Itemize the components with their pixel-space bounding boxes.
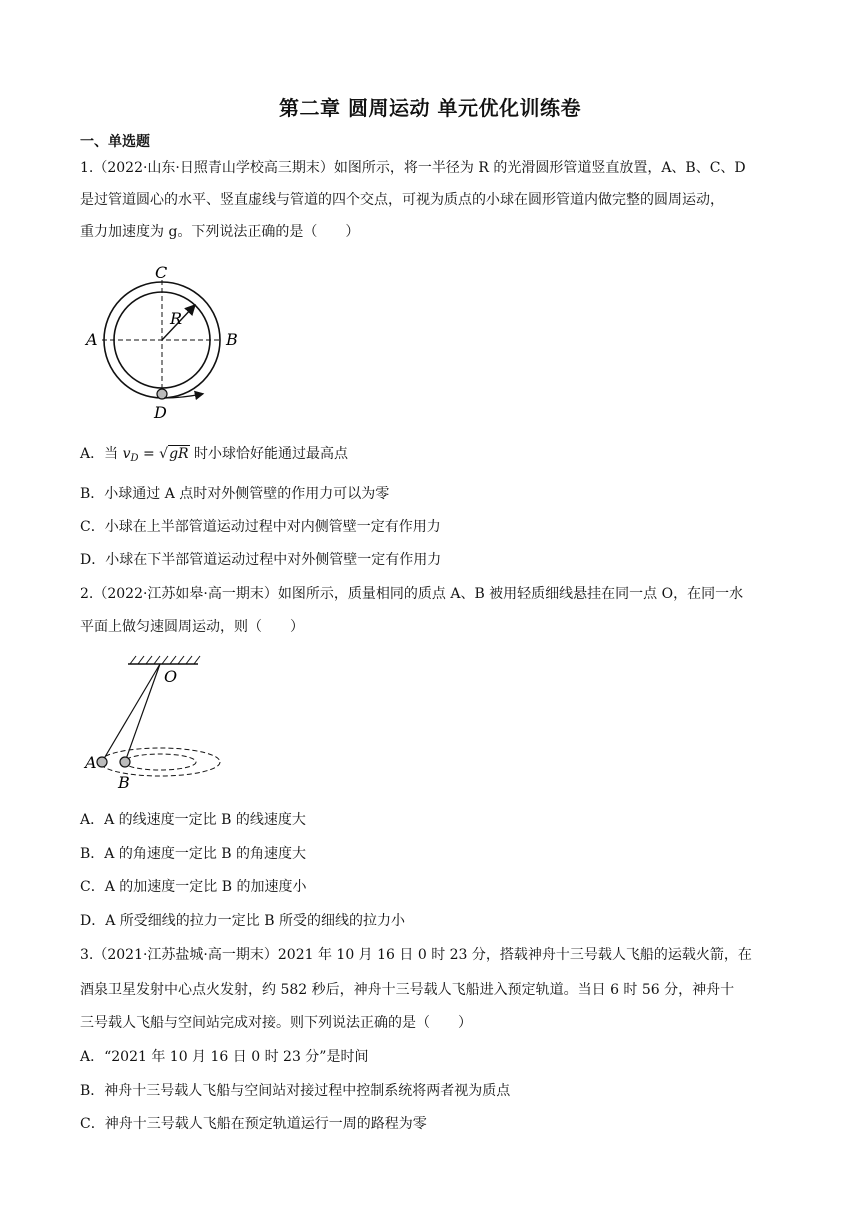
label-d: D: [154, 403, 167, 420]
q2-pendulum-figure: [80, 652, 250, 798]
label-r: R: [170, 309, 183, 328]
q1-option-a-suffix: 时小球恰好能通过最高点: [189, 446, 349, 462]
sqrt-radicand: gR: [169, 446, 189, 462]
q2-option-d[interactable]: D．A 所受细线的拉力一定比 B 所受的细线的拉力小: [80, 913, 405, 929]
q1-stem-line-1: 1.（2022·山东·日照青山学校高三期末）如图所示，将一半径为 R 的光滑圆形管道竖直放置，A、B、C、D: [80, 160, 746, 176]
string-a: [102, 664, 160, 762]
q2-stem-line-1: 2.（2022·江苏如皋·高一期末）如图所示，质量相同的质点 A、B 被用轻质细线悬挂在同一点 O，在同一水: [80, 586, 744, 602]
q2-option-a[interactable]: A．A 的线速度一定比 B 的线速度大: [80, 812, 306, 828]
equals-sign: =: [138, 446, 160, 462]
string-b: [125, 664, 160, 762]
page-title: 第二章 圆周运动 单元优化训练卷: [279, 96, 581, 120]
q3-stem-line-2: 酒泉卫星发射中心点火发射，约 582 秒后，神舟十三号载人飞船进入预定轨道。当日 6 时 56 分，神舟十: [80, 982, 735, 998]
q2-option-c[interactable]: C．A 的加速度一定比 B 的加速度小: [80, 879, 307, 895]
q3-option-c[interactable]: C．神舟十三号载人飞船在预定轨道运行一周的路程为零: [80, 1116, 427, 1132]
ceiling-hatching: [130, 656, 200, 664]
velocity-symbol: v: [122, 446, 131, 462]
q1-option-c[interactable]: C．小球在上半部管道运动过程中对内侧管壁一定有作用力: [80, 519, 441, 535]
q2-stem-line-2: 平面上做匀速圆周运动，则（ ）: [80, 619, 304, 635]
ball-b: [120, 757, 130, 767]
q1-stem-line-2: 是过管道圆心的水平、竖直虚线与管道的四个交点，可视为质点的小球在圆形管道内做完整的圆周运动，: [80, 192, 724, 208]
sqrt-icon: √: [159, 446, 169, 462]
label-b: B: [118, 773, 130, 792]
q1-ring-figure: [80, 260, 250, 420]
label-a: A: [86, 330, 98, 349]
label-a: A: [85, 753, 97, 772]
orbit-a: [100, 748, 220, 776]
label-b: B: [226, 330, 238, 349]
q1-stem-line-3: 重力加速度为 g。下列说法正确的是（ ）: [80, 224, 360, 240]
velocity-subscript: D: [130, 453, 139, 464]
q2-option-b[interactable]: B．A 的角速度一定比 B 的角速度大: [80, 846, 307, 862]
q1-option-d[interactable]: D．小球在下半部管道运动过程中对外侧管壁一定有作用力: [80, 552, 442, 568]
label-c: C: [155, 263, 168, 282]
ball-a: [97, 757, 107, 767]
q3-stem-line-3: 三号载人飞船与空间站完成对接。则下列说法正确的是（ ）: [80, 1015, 472, 1031]
q3-option-b[interactable]: B．神舟十三号载人飞船与空间站对接过程中控制系统将两者视为质点: [80, 1083, 511, 1099]
q1-option-a[interactable]: [80, 444, 348, 469]
label-o: O: [164, 667, 178, 686]
q3-stem-line-1: 3.（2021·江苏盐城·高一期末）2021 年 10 月 16 日 0 时 23 分，搭载神舟十三号载人飞船的运载火箭，在: [80, 947, 752, 963]
orbit-b: [124, 754, 196, 770]
q1-option-a-prefix: A．当: [80, 446, 123, 462]
q1-option-b[interactable]: B．小球通过 A 点时对外侧管壁的作用力可以为零: [80, 486, 390, 502]
section-heading: 一、单选题: [80, 134, 150, 150]
q3-option-a[interactable]: A．“2021 年 10 月 16 日 0 时 23 分”是时间: [80, 1049, 369, 1065]
